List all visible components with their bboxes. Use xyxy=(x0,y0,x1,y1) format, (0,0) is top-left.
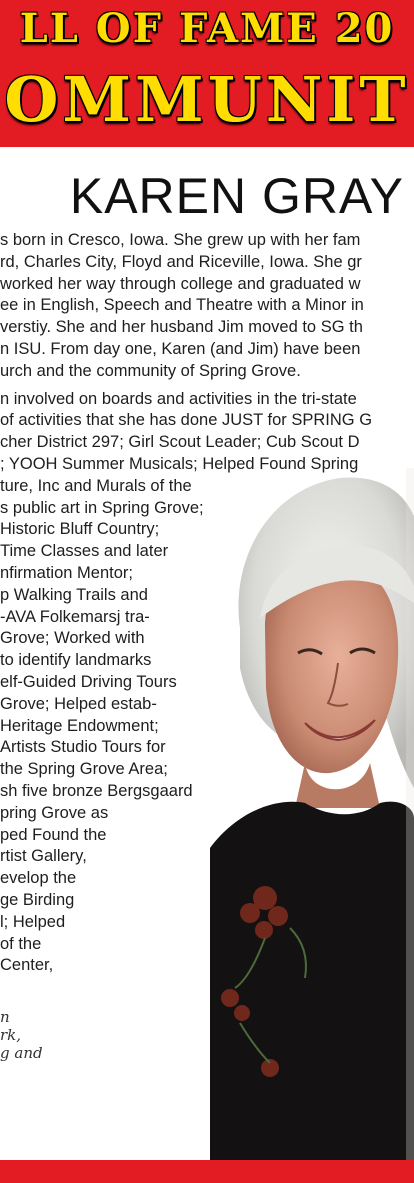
bio-line: pring Grove as xyxy=(0,803,109,822)
bio-line: the Spring Grove Area; xyxy=(0,760,168,779)
portrait-photo xyxy=(210,468,414,1163)
bio-line: n ISU. From day one, Karen (and Jim) have been xyxy=(0,339,361,358)
bio-line: ee in English, Speech and Theatre with a Minor in xyxy=(0,296,364,315)
bio-line: Historic Bluff Country; xyxy=(0,520,160,539)
caption-line: g and xyxy=(0,1044,43,1062)
bio-line: ture, Inc and Murals of the xyxy=(0,476,192,495)
bio-line: rd, Charles City, Floyd and Riceville, Iowa. She gr xyxy=(0,252,362,271)
hall-of-fame-banner xyxy=(0,0,414,147)
bio-line: Heritage Endowment; xyxy=(0,716,159,735)
bio-line: Center, xyxy=(0,956,54,975)
signature-caption xyxy=(0,1008,60,1062)
bio-line: -AVA Folkemarsj tra- xyxy=(0,607,150,626)
bio-line: elf-Guided Driving Tours xyxy=(0,672,177,691)
bio-line: worked her way through college and graduated w xyxy=(0,274,361,293)
bio-line: s born in Cresco, Iowa. She grew up with her fam xyxy=(0,231,361,249)
portrait-illustration xyxy=(210,468,414,1163)
bio-line: urch and the community of Spring Grove. xyxy=(0,361,301,380)
bottom-band xyxy=(0,1160,414,1183)
bio-line: ped Found the xyxy=(0,825,107,844)
bio-line: s public art in Spring Grove; xyxy=(0,498,204,517)
bio-line: Grove; Helped estab- xyxy=(0,694,157,713)
bio-line: rtist Gallery, xyxy=(0,847,87,866)
inductee-name: KAREN GRAY xyxy=(69,168,404,224)
bio-line: to identify landmarks xyxy=(0,651,152,670)
bio-line: Artists Studio Tours for xyxy=(0,738,166,757)
bio-line: evelop the xyxy=(0,869,77,888)
bio-line: cher District 297; Girl Scout Leader; Cub Scout D xyxy=(0,433,360,452)
bio-line: n involved on boards and activities in the tri-state xyxy=(0,389,357,408)
bio-line: of the xyxy=(0,934,42,953)
bio-line: l; Helped xyxy=(0,912,66,931)
divider xyxy=(0,147,414,159)
bio-line: p Walking Trails and xyxy=(0,585,148,604)
bio-line: verstiy. She and her husband Jim moved to SG th xyxy=(0,318,363,337)
banner-title-line: LL OF FAME 20 xyxy=(19,5,395,52)
bio-line: nfirmation Mentor; xyxy=(0,563,133,582)
caption-line: rk, xyxy=(0,1026,22,1044)
banner-category-line: OMMUNIT xyxy=(4,64,410,136)
caption-line: n xyxy=(0,1008,10,1026)
bio-line: Grove; Worked with xyxy=(0,629,145,648)
bio-line: of activities that she has done JUST for SPRING G xyxy=(0,411,373,430)
bio-line: sh five bronze Bergsgaard xyxy=(0,781,193,800)
bio-line: ; YOOH Summer Musicals; Helped Found Spring xyxy=(0,454,359,473)
bio-line: ge Birding xyxy=(0,890,75,909)
bio-line: Time Classes and later xyxy=(0,542,169,561)
